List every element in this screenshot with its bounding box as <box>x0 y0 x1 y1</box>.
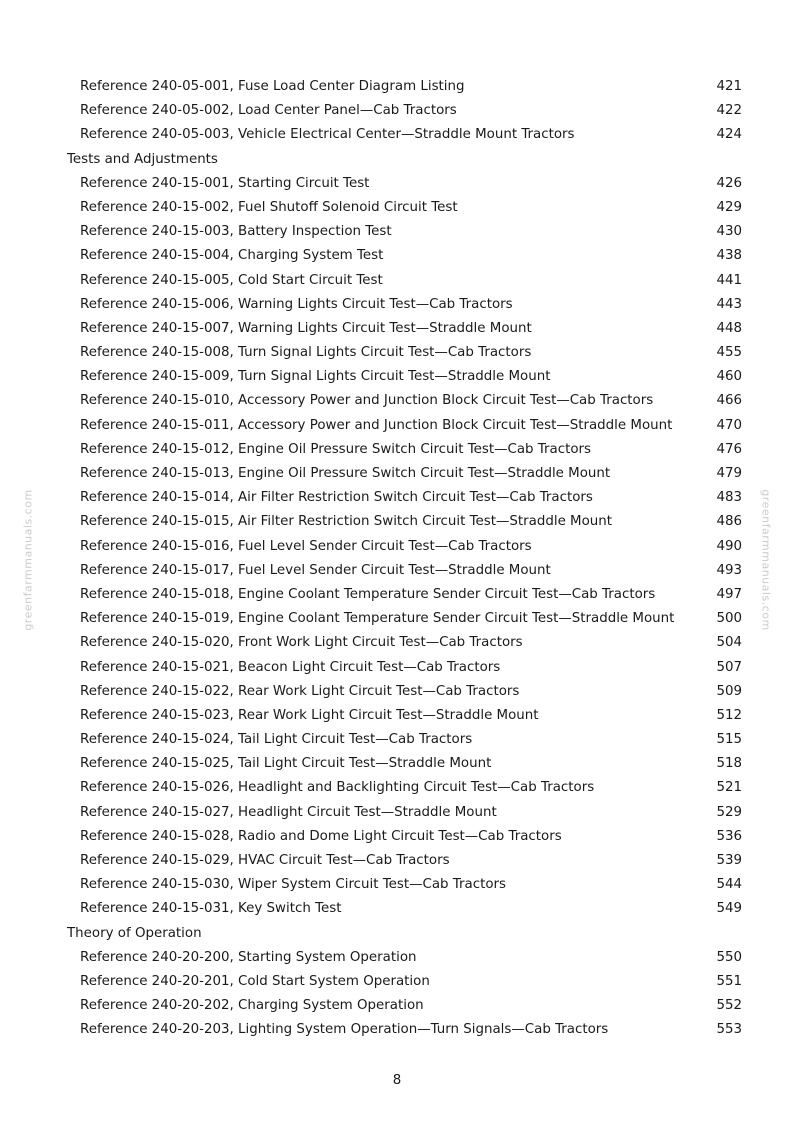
toc-entry[interactable] <box>0 825 794 849</box>
toc-entry-title: Reference 240-15-011, Accessory Power and Junction Block Circuit Test—Straddle Mount <box>80 417 673 433</box>
toc-entry-page: 483 <box>716 490 742 506</box>
toc-entry[interactable] <box>0 341 794 365</box>
toc-entry[interactable] <box>0 123 794 147</box>
toc-entry-title: Reference 240-15-013, Engine Oil Pressure Switch Circuit Test—Straddle Mount <box>80 466 611 481</box>
toc-entry-page: 529 <box>716 804 742 820</box>
toc-entry-page: 551 <box>716 973 742 989</box>
toc-entry-title: Reference 240-15-001, Starting Circuit Test <box>80 175 370 191</box>
toc-entry-title: Reference 240-15-015, Air Filter Restriction Switch Circuit Test—Straddle Mount <box>80 514 613 530</box>
toc-entry-title: Reference 240-15-022, Rear Work Light Circuit Test—Cab Tractors <box>80 683 520 699</box>
toc-entry-title: Reference 240-05-001, Fuse Load Center Diagram Listing <box>80 79 465 94</box>
toc-entry-title: Reference 240-15-027, Headlight Circuit Test—Straddle Mount <box>80 804 497 820</box>
toc-entry[interactable] <box>0 583 794 607</box>
toc-entry[interactable] <box>0 631 794 655</box>
toc-entry-title: Reference 240-15-005, Cold Start Circuit Test <box>80 272 383 288</box>
toc-entry[interactable] <box>0 269 794 293</box>
toc-entry-title: Reference 240-15-021, Beacon Light Circuit Test—Cab Tractors <box>80 659 501 675</box>
toc-entry-page: 421 <box>716 79 742 94</box>
toc-entry[interactable] <box>0 220 794 244</box>
toc-entry-page: 426 <box>716 175 742 191</box>
toc-entry-page: 550 <box>716 949 742 965</box>
toc-entry[interactable] <box>0 414 794 438</box>
toc-entry-page: 497 <box>716 586 742 602</box>
toc-entry-page: 518 <box>716 756 742 772</box>
toc-entry-title: Reference 240-20-203, Lighting System Operation—Turn Signals—Cab Tractors <box>80 1022 609 1038</box>
toc-entry-page: 536 <box>716 828 742 844</box>
toc-entry-page: 509 <box>716 683 742 699</box>
toc-entry[interactable] <box>0 196 794 220</box>
toc-entry[interactable] <box>0 438 794 462</box>
toc-entry-title: Reference 240-15-026, Headlight and Backlighting Circuit Test—Cab Tractors <box>80 780 595 796</box>
toc-entry-title: Reference 240-15-010, Accessory Power and Junction Block Circuit Test—Cab Tractors <box>80 393 654 409</box>
watermark-right: greenfarmmanuals.com <box>759 489 773 631</box>
toc-entry-title: Reference 240-05-002, Load Center Panel—Cab Tractors <box>80 103 457 119</box>
toc-entry-title: Reference 240-15-023, Rear Work Light Circuit Test—Straddle Mount <box>80 707 539 723</box>
section-heading-theory-of-operation: Theory of Operation <box>67 925 202 941</box>
toc-entry-title: Reference 240-15-009, Turn Signal Lights Circuit Test—Straddle Mount <box>80 369 551 385</box>
toc-entry-page: 441 <box>716 272 742 288</box>
toc-entry-page: 466 <box>716 393 742 409</box>
toc-entry[interactable] <box>0 994 794 1018</box>
toc-entry-page: 422 <box>716 103 742 119</box>
toc-entry-page: 544 <box>716 877 742 893</box>
toc-entry[interactable] <box>0 873 794 897</box>
toc-entry-page: 549 <box>716 901 742 917</box>
toc-entry[interactable] <box>0 317 794 341</box>
toc-entry-page: 443 <box>716 296 742 312</box>
toc-entry[interactable] <box>0 365 794 389</box>
toc-entry[interactable] <box>0 946 794 970</box>
toc-entry-page: 493 <box>716 562 742 578</box>
toc-entry-title: Reference 240-15-025, Tail Light Circuit Test—Straddle Mount <box>80 756 492 772</box>
toc-entry-title: Reference 240-15-030, Wiper System Circuit Test—Cab Tractors <box>80 877 507 893</box>
toc-entry-page: 429 <box>716 199 742 215</box>
toc-entry-page: 424 <box>716 127 742 143</box>
toc-entry[interactable] <box>0 607 794 631</box>
toc-entry-title: Reference 240-15-012, Engine Oil Pressure Switch Circuit Test—Cab Tractors <box>80 441 592 457</box>
toc-entry[interactable] <box>0 801 794 825</box>
toc-entry-page: 455 <box>716 345 742 361</box>
toc-entry-title: Reference 240-15-002, Fuel Shutoff Solenoid Circuit Test <box>80 199 458 215</box>
toc-entry[interactable] <box>0 970 794 994</box>
toc-entry-title: Reference 240-15-006, Warning Lights Circuit Test—Cab Tractors <box>80 296 513 312</box>
toc-entry[interactable] <box>0 776 794 800</box>
toc-entry-title: Reference 240-20-202, Charging System Operation <box>80 998 424 1014</box>
toc-entry-page: 490 <box>716 538 742 554</box>
toc-entry[interactable] <box>0 849 794 873</box>
toc-entry-page: 448 <box>716 320 742 336</box>
toc-entry[interactable] <box>0 704 794 728</box>
toc-entry-title: Reference 240-15-029, HVAC Circuit Test—Cab Tractors <box>80 853 450 868</box>
toc-group-theory <box>0 946 794 1043</box>
toc-entry[interactable] <box>0 510 794 534</box>
toc-entry-page: 507 <box>716 659 742 675</box>
toc-entry[interactable] <box>0 99 794 123</box>
toc-entry-page: 460 <box>716 369 742 385</box>
toc-entry-title: Reference 240-15-031, Key Switch Test <box>80 901 342 917</box>
toc-entry-page: 512 <box>716 707 742 723</box>
toc-entry-title: Reference 240-15-017, Fuel Level Sender Circuit Test—Straddle Mount <box>80 562 551 578</box>
toc-entry-title: Reference 240-15-020, Front Work Light Circuit Test—Cab Tractors <box>80 635 523 651</box>
toc-entry-title: Reference 240-15-019, Engine Coolant Temperature Sender Circuit Test—Straddle Mount <box>80 611 675 627</box>
toc-entry-page: 476 <box>716 441 742 457</box>
toc-entry[interactable] <box>0 293 794 317</box>
section-heading-tests-and-adjustments: Tests and Adjustments <box>67 151 218 167</box>
toc-entry-page: 500 <box>716 611 742 627</box>
toc-entry[interactable] <box>0 244 794 268</box>
toc-entry[interactable] <box>0 728 794 752</box>
toc-entry-title: Reference 240-15-028, Radio and Dome Light Circuit Test—Cab Tractors <box>80 828 562 844</box>
toc-entry-page: 486 <box>716 514 742 530</box>
toc-entry[interactable] <box>0 1018 794 1042</box>
toc-group-fuse-centers <box>0 75 794 148</box>
toc-entry-page: 438 <box>716 248 742 264</box>
toc-entry[interactable] <box>0 752 794 776</box>
toc-entry-page: 521 <box>716 780 742 796</box>
toc-entry-page: 552 <box>716 998 742 1014</box>
toc-entry[interactable] <box>0 389 794 413</box>
toc-entry-page: 430 <box>716 224 742 240</box>
toc-entry-title: Reference 240-15-004, Charging System Test <box>80 248 384 264</box>
toc-entry-title: Reference 240-15-003, Battery Inspection Test <box>80 224 392 240</box>
toc-entry-page: 539 <box>716 853 742 868</box>
toc-entry[interactable] <box>0 75 794 99</box>
toc-entry[interactable] <box>0 559 794 583</box>
toc-entry-title: Reference 240-15-024, Tail Light Circuit Test—Cab Tractors <box>80 732 473 748</box>
toc-entry-title: Reference 240-15-007, Warning Lights Circuit Test—Straddle Mount <box>80 320 532 336</box>
toc-entry-title: Reference 240-20-201, Cold Start System Operation <box>80 973 430 989</box>
toc-entry-page: 479 <box>716 466 742 481</box>
table-of-contents <box>0 75 794 1043</box>
toc-group-tests <box>0 172 794 922</box>
toc-entry[interactable] <box>0 656 794 680</box>
toc-entry-title: Reference 240-20-200, Starting System Operation <box>80 949 417 965</box>
toc-entry[interactable] <box>0 462 794 486</box>
toc-entry[interactable] <box>0 897 794 921</box>
toc-entry-title: Reference 240-15-016, Fuel Level Sender Circuit Test—Cab Tractors <box>80 538 532 554</box>
toc-entry-page: 504 <box>716 635 742 651</box>
toc-entry-page: 515 <box>716 732 742 748</box>
toc-entry-title: Reference 240-15-014, Air Filter Restriction Switch Circuit Test—Cab Tractors <box>80 490 593 506</box>
toc-entry[interactable] <box>0 680 794 704</box>
toc-entry-title: Reference 240-05-003, Vehicle Electrical Center—Straddle Mount Tractors <box>80 127 575 143</box>
watermark-left: greenfarmmanuals.com <box>21 489 35 631</box>
toc-entry-page: 553 <box>716 1022 742 1038</box>
toc-entry[interactable] <box>0 535 794 559</box>
toc-entry[interactable] <box>0 172 794 196</box>
toc-entry-page: 470 <box>716 417 742 433</box>
toc-entry-title: Reference 240-15-008, Turn Signal Lights Circuit Test—Cab Tractors <box>80 345 532 361</box>
toc-entry-title: Reference 240-15-018, Engine Coolant Temperature Sender Circuit Test—Cab Tractors <box>80 586 656 602</box>
toc-entry[interactable] <box>0 486 794 510</box>
page-number: 8 <box>392 1073 402 1088</box>
